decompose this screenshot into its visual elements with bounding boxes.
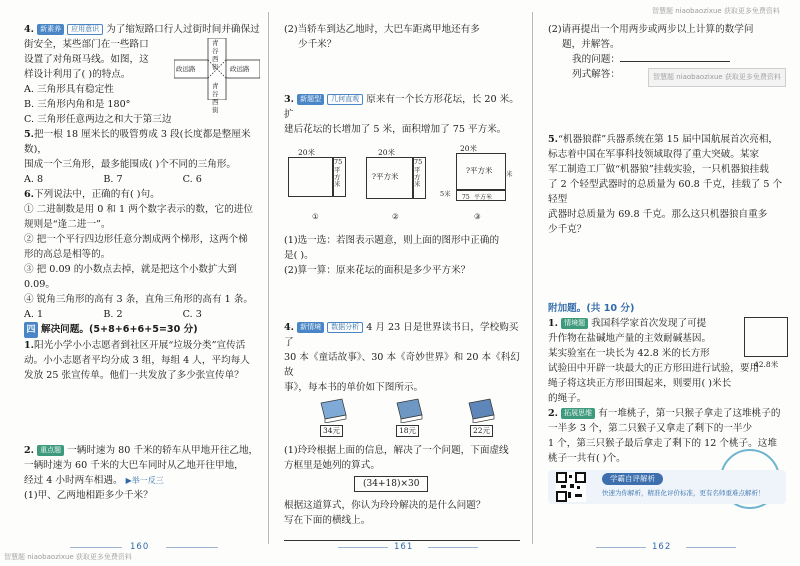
q-line: 阳光小学小小志愿者到社区开展“垃圾分类”宣传活	[34, 340, 246, 351]
label-20m: 20米	[378, 148, 396, 157]
answer-space[interactable]	[24, 383, 262, 443]
q-line: 发放 25 张宣传单。他们一共发放了多少张宣传单？	[24, 370, 244, 381]
tag-geometry: 几何直观	[327, 94, 363, 105]
sub-question: (1)选一选：若图表示题意，则上面的图形中正确的	[284, 235, 500, 246]
qr-banner[interactable]	[548, 470, 786, 506]
option-a[interactable]: A. 三角形具有稳定性	[24, 84, 114, 95]
rectangle-figures	[284, 137, 524, 233]
sub-question: (2)算一算：原来花坛的面积是多少平方米？	[284, 265, 471, 276]
tag-data: 数据分析	[327, 322, 363, 333]
tag-key-question: 重点题	[37, 445, 64, 456]
q-line: ④ 锐角三角形的高有 3 条，直角三角形的高有 1 条。	[24, 294, 253, 305]
circle-3: ③	[474, 212, 481, 221]
option-c[interactable]: C. 3	[182, 309, 202, 320]
label-75: 75	[334, 158, 343, 166]
page-161	[268, 0, 532, 566]
question-4-reading	[284, 320, 524, 541]
question-4	[24, 22, 262, 127]
solution-label: 列式解答：	[572, 69, 620, 80]
book-icon	[466, 397, 496, 423]
street-label-north: 青谷西街	[212, 39, 219, 71]
footer-rule-left	[70, 547, 122, 548]
my-question-line[interactable]	[620, 61, 730, 62]
tag-new-type: 新题型	[297, 94, 324, 105]
tag-thinking: 拓展思维	[561, 408, 595, 419]
question-5-robot	[548, 132, 786, 301]
tag-context: 情境题	[561, 318, 588, 329]
option-a[interactable]: A. 1	[24, 309, 44, 320]
option-a[interactable]: A. 8	[24, 174, 44, 185]
q-line: 试验田中开辟一块最大的正方形田进行试验，要用	[548, 363, 760, 374]
figure-3[interactable]	[440, 141, 522, 225]
q-line: 题，并解答。	[562, 39, 620, 50]
extra-title: 附加题。(共 10 分)	[548, 303, 635, 314]
watermark-bottom: 智慧题 niaobaozixue 获取更多免费资料	[4, 553, 132, 561]
q-number: 4.	[24, 24, 35, 35]
label-20m: 20米	[460, 144, 478, 153]
sub-question: 方框里是她列的算式。	[284, 460, 380, 471]
label-20m: 20米	[298, 148, 316, 157]
q-number: 1.	[548, 318, 559, 329]
label-sqm: 平方米	[414, 166, 421, 188]
answer-space[interactable]	[284, 52, 524, 92]
q-number: 3.	[284, 94, 295, 105]
question-5	[24, 127, 262, 187]
watermark-mid: 智慧题 niaobaozixue 获取更多免费资料	[648, 68, 786, 87]
my-question-label: 我的问题：	[572, 54, 620, 65]
q-number: 4.	[284, 322, 295, 333]
street-label-south: 青谷西街	[212, 82, 219, 114]
label-unknown: ?平方米	[372, 172, 399, 181]
q-line: (2)当轿车到达乙地时，大巴车距离甲地还有多	[284, 24, 480, 35]
answer-space[interactable]	[548, 237, 786, 301]
q-line: 30 本《童话故事》、30 本《奇妙世界》和 20 本《科幻故	[284, 352, 520, 378]
label-sqm: 平方米	[474, 194, 493, 201]
sub-question: (1)玲玲根据上面的信息，解决了一个问题，下面虚线	[284, 445, 509, 456]
page-161-content	[284, 22, 524, 541]
field-rect	[744, 317, 788, 357]
q-line: 围成一个三角形，最多能围成( )个不同的三角形。	[24, 159, 237, 170]
label-75: 75	[462, 194, 470, 201]
footer-rule-right	[428, 547, 478, 548]
q-line: 下列说法中，正确的有( )句。	[34, 189, 160, 200]
footer-rule-left	[596, 547, 646, 548]
q-number: 1.	[24, 340, 35, 351]
q-number: 5.	[548, 134, 559, 145]
option-c[interactable]: C. 三角形任意两边之和大于第三边	[24, 114, 172, 125]
q-line: 某实验室在一块长为 42.8 米的长方形	[548, 348, 710, 359]
q-line: ① 二进制数是用 0 和 1 两个数字表示的数，它的进位	[24, 204, 253, 215]
q-line: 少千克？	[548, 224, 587, 235]
sub-question-2	[284, 22, 524, 92]
road-label-west: 政远路	[176, 65, 196, 73]
label-m: 米	[506, 170, 513, 178]
q-line: 动。小小志愿者平均分成 3 组，每组 4 人，平均每人	[24, 355, 250, 366]
footer-rule-right	[166, 547, 218, 548]
watermark-top: 智慧题 niaobaozixue 获取更多免费资料	[652, 7, 780, 15]
qr-text: 快速为你解析，精准化评价标准，更有名师重难点解析！	[602, 489, 765, 497]
q-line: 少千米？	[298, 39, 337, 50]
q-line: 经过 4 小时两车相遇。	[24, 475, 123, 486]
q-line: 把一根 18 厘米长的吸管剪成 3 段(长度都是整厘米数)，	[24, 129, 251, 155]
q-line: 为了缩短路口行人过街时间并确保过	[106, 24, 260, 35]
page-number: 160	[130, 542, 150, 552]
label-5m: 5米	[440, 190, 451, 198]
q-line: 设置了对角斑马线。如图，这	[24, 54, 149, 65]
q-line: 了 2 个轻型武器时的总质量为 60.8 千克，挂载了 5 个轻型	[548, 179, 783, 205]
q-line: 形的高总是相等的。	[24, 249, 111, 260]
q-line: 武器时总质量为 69.8 千克。那么这只机器狼自重多	[548, 209, 768, 220]
book-icon	[394, 397, 424, 423]
q-line: 写在下面的横线上。	[284, 515, 371, 526]
q-line: 建后花坛的长增加了 5 米，面积增加了 75 平方米。	[284, 124, 507, 135]
q-line: ③ 把 0.09 的小数点去掉，就是把这个小数扩大到 0.09。	[24, 264, 237, 290]
answer-space[interactable]	[284, 278, 524, 320]
option-b[interactable]: B. 7	[103, 174, 123, 185]
q-number: 2.	[548, 408, 559, 419]
page-160-content	[24, 22, 262, 503]
q-line: 事》，每本书的单价如下图所示。	[284, 382, 424, 393]
original-rect	[288, 157, 334, 197]
options-row	[24, 307, 262, 322]
formula-box: (34+18)×30	[354, 476, 428, 492]
page-162-content	[548, 22, 786, 506]
q-line: 绳子将这块正方形田围起来，则要用( )米长	[548, 378, 732, 389]
price-tag: 22元	[470, 425, 493, 437]
figure-1[interactable]	[288, 145, 358, 225]
q-line: 标志着中国在军事科技领域取得了重大突破。某家	[548, 149, 760, 160]
q-line: 一半多 3 个，第二只猴子又拿走了剩下的一半少	[548, 423, 753, 434]
page-160	[0, 0, 268, 566]
figure-2[interactable]	[366, 145, 436, 225]
extra-section	[548, 301, 786, 466]
book-icon	[318, 397, 348, 423]
q-line: 原来有一个长方形花坛，长 20 米。扩	[284, 94, 519, 120]
options-row	[24, 172, 262, 187]
q-number: 6.	[24, 189, 35, 200]
qr-code-icon[interactable]	[556, 472, 586, 502]
problem-2	[24, 443, 262, 503]
extend-link[interactable]: ▶举一反三	[125, 476, 164, 485]
q-line: 桃子一共有( )个。	[548, 453, 626, 464]
section-title: 解决问题。(5+8+6+6+5=30 分)	[41, 324, 198, 335]
footer-rule-left	[338, 547, 388, 548]
intersection-diagram	[174, 38, 260, 114]
label-sqm: 平方米	[334, 166, 341, 188]
q-line: 规则是“逢二进一”。	[24, 219, 111, 230]
q-line: 4 月 23 日是世界读书日，学校购买了	[284, 322, 519, 348]
page-162	[532, 0, 800, 566]
footer-rule-right	[686, 547, 736, 548]
q-line: 一辆时速为 80 千米的轿车从甲地开往乙地，	[67, 445, 259, 456]
price-tag: 18元	[396, 425, 419, 437]
option-b[interactable]: B. 三角形内角和是 180°	[24, 99, 131, 110]
sub-question: 是( )。	[284, 250, 314, 261]
q-line: 我国科学家首次发现了可提	[591, 318, 707, 329]
section-heading	[24, 322, 262, 338]
q-line: 样设计利用了( )的特点。	[24, 69, 131, 80]
q-line: (2)请再提出一个用两步或两步以上计算的数学问	[548, 24, 754, 35]
tag-new-context: 新情境	[297, 322, 324, 333]
price-tag: 34元	[320, 425, 343, 437]
tag-application: 应用意识	[67, 24, 103, 35]
answer-line[interactable]	[284, 528, 520, 541]
section-number: 四	[24, 322, 38, 338]
tag-new-literacy: 新素养	[37, 24, 64, 35]
option-b[interactable]: B. 2	[103, 309, 123, 320]
circle-2: ②	[392, 212, 399, 221]
q-number: 5.	[24, 129, 35, 140]
formula-row	[284, 476, 524, 492]
page-number: 162	[652, 542, 672, 552]
q-line: 有一堆桃子，第一只猴子拿走了这堆桃子的	[598, 408, 781, 419]
q-line: 一辆时速为 60 千米的大巴车同时从乙地开往甲地，	[24, 460, 244, 471]
q-line: 根据这道算式，你认为玲玲解决的是什么问题？	[284, 500, 486, 511]
label-42-8m: 42.8米	[754, 360, 779, 369]
q-line: 军工制造工厂做“机器狼”挂载实验，一只机器狼挂载	[548, 164, 769, 175]
question-3	[284, 92, 524, 320]
field-rect-figure	[744, 317, 788, 367]
q-line: 街安全，某些部门在一些路口	[24, 39, 149, 50]
problem-1	[24, 338, 262, 443]
road-label-east: 政远路	[230, 65, 250, 73]
sub-question: (1)甲、乙两地相距多少千米？	[24, 490, 153, 501]
book-prices	[284, 395, 524, 443]
page-number: 161	[394, 542, 414, 552]
qr-title: 学霸自评解析	[602, 473, 663, 485]
q-line: ② 把一个平行四边形任意分割成两个梯形，这两个梯	[24, 234, 248, 245]
circle-1: ①	[312, 212, 319, 221]
q-line: 升作物在盐碱地产量的主效耐碱基因。	[548, 333, 712, 344]
sub-question-2	[548, 22, 786, 132]
q-line: “机器狼群”兵器系统在第 15 届中国航展首次亮相，	[558, 134, 779, 145]
label-unknown: ?平方米	[466, 166, 493, 175]
label-75: 75	[414, 158, 423, 166]
answer-space[interactable]	[548, 82, 786, 132]
q-line: 1 个，第三只猴子最后拿走了剩下的 12 个桃子。这堆	[548, 438, 777, 449]
option-c[interactable]: C. 6	[182, 174, 202, 185]
q-line: 的绳子。	[548, 393, 587, 404]
question-6	[24, 187, 262, 322]
q-number: 2.	[24, 445, 35, 456]
